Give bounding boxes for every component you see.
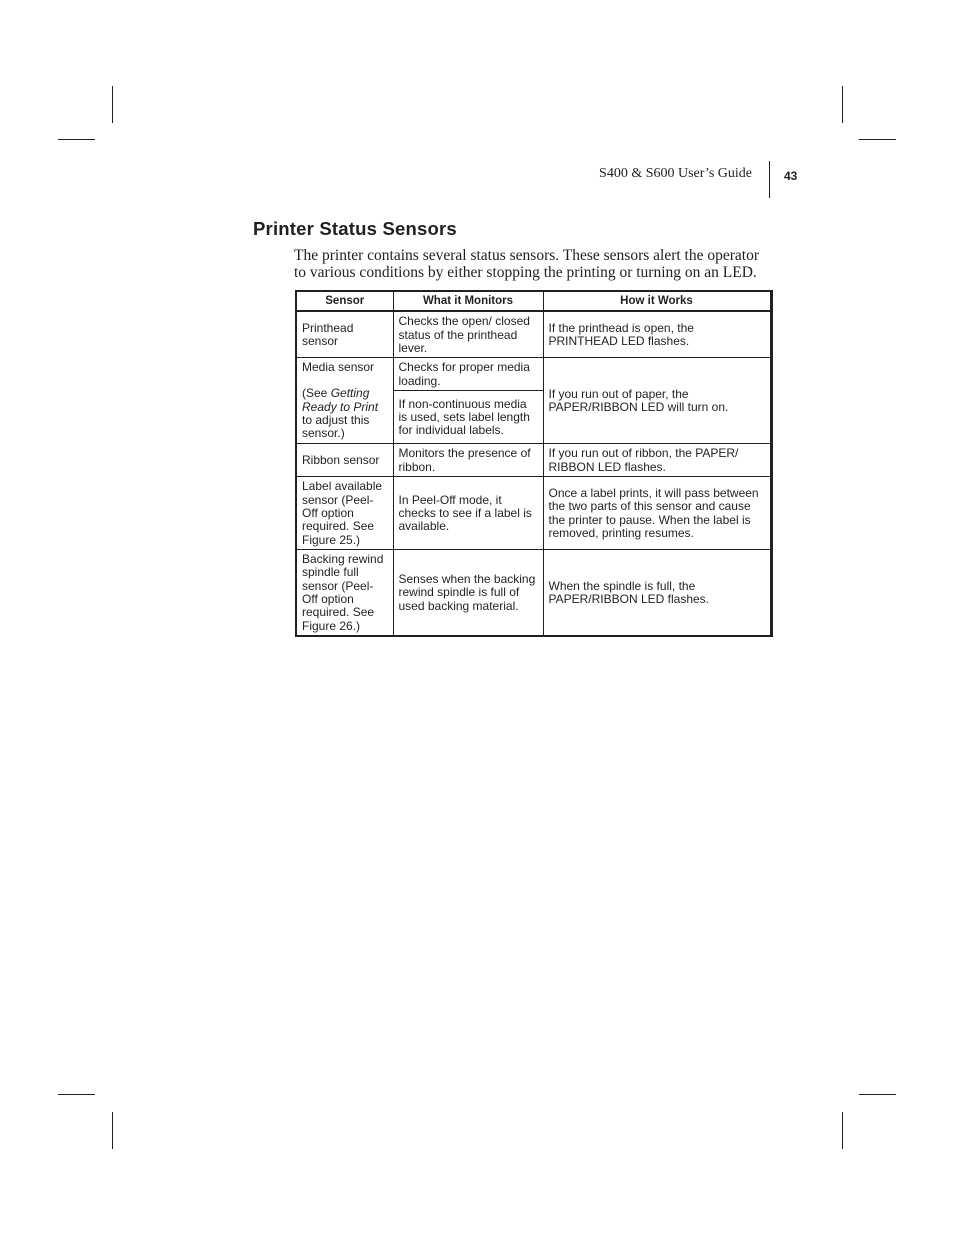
sensor-note-suffix: to adjust this sensor.) <box>302 413 370 441</box>
works-cell: Once a label prints, it will pass between the two parts of this sensor and cause the printer to pause. When the label is removed, printing resumes. <box>543 477 771 550</box>
sensor-cell: Label available sensor (Peel-Off option required. See Figure 25.) <box>296 477 393 550</box>
monitors-cell: In Peel-Off mode, it checks to see if a label is available. <box>393 477 543 550</box>
header-divider <box>769 161 770 198</box>
table-row <box>296 550 771 636</box>
crop-mark <box>842 86 843 123</box>
page-title: Printer Status Sensors <box>253 218 457 239</box>
table-row <box>296 444 771 477</box>
monitors-cell: Monitors the presence of ribbon. <box>393 444 543 477</box>
table-row <box>296 358 771 391</box>
sensor-cell: Printhead sensor <box>296 311 393 357</box>
crop-mark <box>112 1112 113 1149</box>
sensor-cell: Ribbon sensor <box>296 444 393 477</box>
column-header-works: How it Works <box>543 291 771 311</box>
monitors-cell: Checks the open/ closed status of the printhead lever. <box>393 311 543 357</box>
crop-mark <box>859 139 896 140</box>
works-cell: When the spindle is full, the PAPER/RIBBON LED flashes. <box>543 550 771 636</box>
table-header-row <box>296 291 771 311</box>
table-row <box>296 477 771 550</box>
crop-mark <box>859 1094 896 1095</box>
works-cell: If you run out of ribbon, the PAPER/ RIBBON LED flashes. <box>543 444 771 477</box>
sensor-cell: Backing rewind spindle full sensor (Peel-Off option required. See Figure 26.) <box>296 550 393 636</box>
page-number: 43 <box>784 169 798 183</box>
crop-mark <box>112 86 113 123</box>
sensor-table <box>295 290 773 637</box>
column-header-sensor: Sensor <box>296 291 393 311</box>
sensor-name: Media sensor <box>302 360 375 375</box>
intro-paragraph: The printer contains several status sensors. These sensors alert the operator to various conditions by either stopping the printing or turning on an LED. <box>294 247 759 281</box>
sensor-note-reference: Getting Ready to Print <box>302 386 379 414</box>
sensor-note-prefix: (See <box>302 386 331 401</box>
crop-mark <box>58 139 95 140</box>
sensor-cell <box>296 358 393 444</box>
column-header-monitors: What it Monitors <box>393 291 543 311</box>
crop-mark <box>842 1112 843 1149</box>
monitors-cell: If non-continuous media is used, sets label length for individual labels. <box>393 391 543 444</box>
monitors-cell: Checks for proper media loading. <box>393 358 543 391</box>
table-row <box>296 311 771 357</box>
monitors-cell: Senses when the backing rewind spindle is full of used backing material. <box>393 550 543 636</box>
works-cell: If you run out of paper, the PAPER/RIBBON LED will turn on. <box>543 358 771 444</box>
crop-mark <box>58 1094 95 1095</box>
works-cell: If the printhead is open, the PRINTHEAD LED flashes. <box>543 311 771 357</box>
running-header: S400 & S600 User’s Guide <box>599 166 752 181</box>
